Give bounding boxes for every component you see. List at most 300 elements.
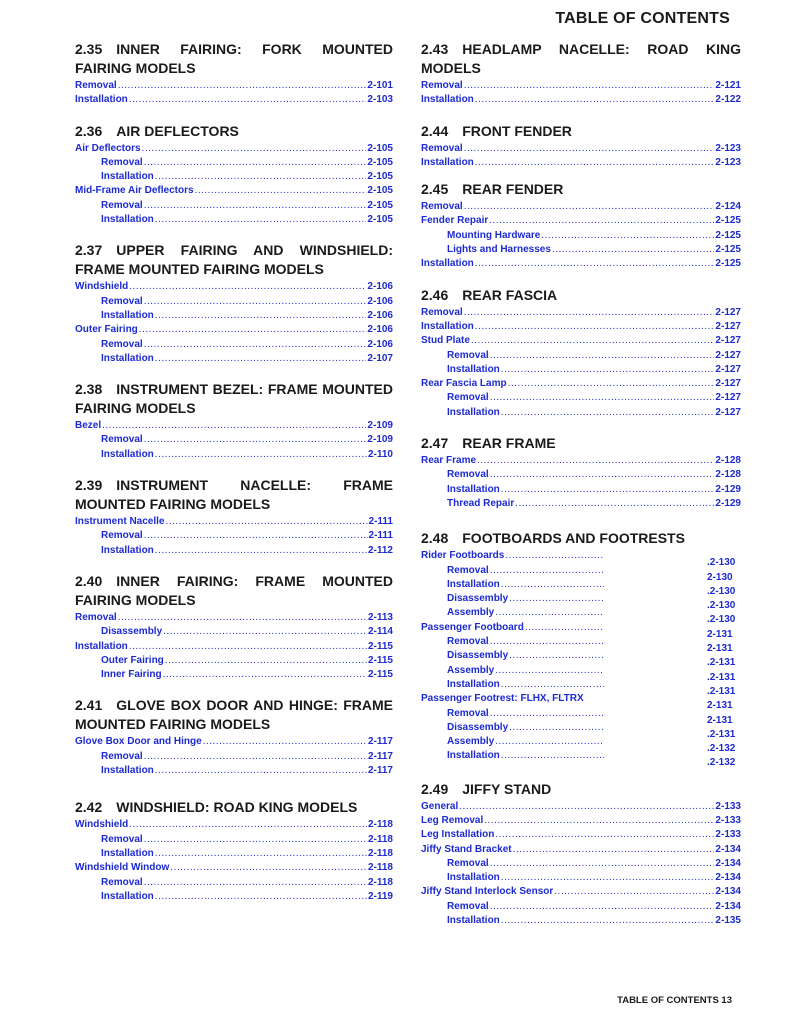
- toc-entry-label: Installation: [421, 94, 474, 106]
- toc-entry-page: 2-107: [367, 352, 393, 364]
- toc-entry-page: 2-121: [715, 80, 741, 91]
- dot-leader: [165, 515, 367, 526]
- dot-leader: [155, 544, 367, 555]
- toc-entry[interactable]: [75, 640, 393, 654]
- toc-entry-page: 2-125: [715, 215, 741, 227]
- toc-entry-label: Disassembly: [447, 721, 509, 733]
- toc-entry[interactable]: [75, 818, 393, 832]
- toc-entry-page: 2-103: [367, 94, 393, 106]
- toc-entry-page: 2-109: [367, 420, 393, 432]
- section-heading: 2.43 HEADLAMP NACELLE: ROAD KING MODELS: [421, 41, 741, 76]
- toc-entry[interactable]: [75, 199, 393, 213]
- toc-entry[interactable]: [421, 735, 604, 749]
- toc-entry[interactable]: [75, 861, 393, 875]
- toc-entry-label: Removal: [101, 530, 143, 542]
- toc-entry-page: 2-118: [367, 847, 393, 859]
- toc-entry[interactable]: [421, 721, 604, 735]
- toc-entry-label: Thread Repair: [447, 497, 515, 509]
- dot-leader: [490, 900, 715, 911]
- toc-entry[interactable]: [75, 668, 393, 682]
- toc-section-2-47: [421, 434, 741, 511]
- toc-entry[interactable]: [75, 750, 393, 764]
- toc-entry[interactable]: [421, 678, 604, 692]
- dot-leader: [477, 454, 714, 465]
- dot-leader: [509, 649, 604, 660]
- toc-entry-label: Removal: [421, 142, 463, 154]
- toc-entry-page: 2-127: [715, 406, 741, 418]
- toc-entry-label: Installation: [447, 483, 500, 495]
- dot-leader: [464, 79, 715, 90]
- toc-entry-label: Installation: [101, 309, 154, 321]
- toc-entry-page: 2-133: [715, 814, 741, 826]
- toc-entry-page: 2-123: [715, 142, 741, 154]
- dot-leader: [490, 564, 604, 575]
- toc-entry-page: 2-118: [367, 833, 393, 845]
- toc-entry-label: Installation: [75, 94, 128, 106]
- dot-leader: [129, 818, 367, 829]
- toc-section-2-41: [75, 696, 393, 778]
- dot-leader: [554, 885, 714, 896]
- toc-section-2-44: [421, 122, 741, 171]
- toc-entry-label: Installation: [447, 750, 500, 762]
- toc-entry[interactable]: [421, 363, 741, 377]
- toc-entry-page: 2-125: [715, 244, 741, 256]
- dot-leader: [515, 497, 714, 508]
- dot-leader: [501, 914, 715, 925]
- toc-entry-label: Disassembly: [447, 593, 509, 605]
- toc-entry[interactable]: [75, 625, 393, 639]
- toc-entry[interactable]: [421, 707, 604, 721]
- toc-section-2-38: [75, 380, 393, 462]
- toc-entry[interactable]: [75, 93, 393, 107]
- dot-leader: [144, 876, 367, 887]
- toc-section-2-39: [75, 476, 393, 558]
- toc-entry-page: 2-118: [367, 862, 393, 874]
- toc-entry[interactable]: [421, 306, 741, 320]
- toc-entry[interactable]: [421, 606, 604, 620]
- toc-entry-page: 2-133: [715, 829, 741, 841]
- toc-entry-label: Assembly: [447, 607, 495, 619]
- toc-entry-page: 2-127: [715, 335, 741, 347]
- toc-entry[interactable]: [421, 828, 741, 842]
- dot-leader: [163, 625, 367, 636]
- dot-leader: [525, 621, 604, 632]
- dot-leader: [508, 377, 715, 388]
- toc-entry-label: Installation: [447, 915, 500, 927]
- section-heading: 2.39 INSTRUMENT NACELLE: FRAME MOUNTED FAIRING MODELS: [75, 477, 393, 513]
- dot-leader: [475, 257, 715, 268]
- toc-entry-label: Passenger Footboard: [421, 621, 524, 633]
- section-heading: 2.46 REAR FASCIA: [421, 286, 558, 303]
- toc-entry-page: 2-125: [715, 229, 741, 241]
- dot-leader: [475, 156, 715, 167]
- toc-entry[interactable]: [75, 654, 393, 668]
- toc-entry[interactable]: [421, 377, 741, 391]
- toc-entry[interactable]: [421, 229, 741, 243]
- toc-entry-label: Installation: [101, 847, 154, 859]
- dot-leader: [155, 764, 367, 775]
- toc-entry[interactable]: [421, 592, 604, 606]
- toc-entry-label: Installation: [421, 156, 474, 168]
- toc-entry[interactable]: [421, 334, 741, 348]
- dot-leader: [509, 592, 604, 603]
- toc-entry[interactable]: [421, 578, 604, 592]
- toc-entry-page: .2-131: [707, 728, 736, 740]
- dot-leader: [155, 309, 367, 320]
- toc-section-2-48: [421, 529, 741, 769]
- toc-entry-page: 2-131: [707, 700, 733, 712]
- toc-entry-label: Outer Fairing: [101, 654, 164, 666]
- toc-entry[interactable]: [421, 649, 604, 663]
- toc-entry[interactable]: [75, 352, 393, 366]
- dot-leader: [505, 549, 604, 560]
- toc-entry-label: Removal: [75, 611, 117, 623]
- toc-entry[interactable]: [75, 142, 393, 156]
- toc-entry-label: Air Deflectors: [75, 142, 141, 154]
- toc-entry[interactable]: [421, 800, 741, 814]
- toc-entry-page: .2-131: [707, 671, 736, 683]
- toc-entry-label: Disassembly: [101, 626, 163, 638]
- section-heading: 2.37 UPPER FAIRING AND WINDSHIELD: FRAME MOUNTED FAIRING MODELS: [75, 242, 393, 278]
- toc-entry[interactable]: [421, 843, 741, 857]
- toc-entry[interactable]: [421, 483, 741, 497]
- page-title: TABLE OF CONTENTS: [555, 10, 730, 27]
- toc-entry[interactable]: [75, 295, 393, 309]
- toc-entry[interactable]: [75, 323, 393, 337]
- toc-entry[interactable]: [75, 735, 393, 749]
- toc-entry[interactable]: [75, 611, 393, 625]
- toc-entry[interactable]: [421, 814, 741, 828]
- section-heading: 2.42 WINDSHIELD: ROAD KING MODELS: [75, 799, 358, 816]
- dot-leader: [155, 448, 367, 459]
- toc-entry[interactable]: [421, 214, 741, 228]
- dot-leader: [484, 814, 714, 825]
- toc-entry-label: Installation: [101, 890, 154, 902]
- toc-entry[interactable]: [75, 890, 393, 904]
- toc-entry-label: Removal: [101, 876, 143, 888]
- toc-entry-page: 2-119: [367, 890, 393, 902]
- toc-entry-label: Removal: [447, 707, 489, 719]
- toc-entry[interactable]: [75, 79, 393, 93]
- toc-entry-page: 2-131: [707, 628, 733, 640]
- toc-entry[interactable]: [421, 564, 604, 578]
- toc-entry-page: 2-106: [367, 295, 393, 307]
- toc-entry-label: Removal: [101, 833, 143, 845]
- toc-entry-label: Removal: [447, 900, 489, 912]
- toc-entry[interactable]: [421, 200, 741, 214]
- dot-leader: [170, 861, 367, 872]
- toc-entry-label: Installation: [447, 406, 500, 418]
- toc-entry-page: 2-110: [367, 448, 393, 460]
- toc-entry-page: .2-132: [707, 743, 736, 755]
- dot-leader: [475, 320, 715, 331]
- toc-entry-label: Windshield: [75, 819, 129, 831]
- toc-entry-page: 2-114: [367, 626, 393, 638]
- toc-entry-page: .2-130: [707, 557, 736, 569]
- toc-entry[interactable]: [75, 156, 393, 170]
- toc-entry-label: Bezel: [75, 420, 102, 432]
- toc-entry-label: Removal: [447, 349, 489, 361]
- toc-section-2-46: [421, 286, 741, 420]
- toc-entry-page: 2-134: [715, 843, 741, 855]
- dot-leader: [489, 214, 714, 225]
- toc-entry-label: Assembly: [447, 736, 495, 748]
- toc-entry-label: Removal: [75, 80, 117, 91]
- dot-leader: [139, 323, 367, 334]
- toc-entry-label: Installation: [447, 678, 500, 690]
- toc-entry-page: .2-130: [707, 600, 736, 612]
- toc-entry-label: Removal: [421, 306, 463, 318]
- toc-entry[interactable]: [421, 871, 741, 885]
- toc-entry-label: Inner Fairing: [101, 669, 162, 681]
- dot-leader: [165, 654, 367, 665]
- section-heading: 2.38 INSTRUMENT BEZEL: FRAME MOUNTED FAIRING MODELS: [75, 381, 393, 417]
- toc-entry-page: 2-109: [367, 434, 393, 446]
- toc-entry-page: 2-118: [367, 819, 393, 831]
- toc-entry[interactable]: [421, 468, 741, 482]
- dot-leader: [118, 611, 367, 622]
- toc-entry-page: 2-105: [367, 185, 393, 197]
- toc-entry[interactable]: [75, 847, 393, 861]
- toc-entry[interactable]: [421, 885, 741, 899]
- dot-leader: [129, 93, 367, 104]
- toc-entry[interactable]: [75, 448, 393, 462]
- toc-entry-label: Stud Plate: [421, 335, 470, 347]
- toc-entry-page: 2-134: [715, 886, 741, 898]
- toc-entry-page: 2-122: [715, 94, 741, 106]
- toc-section-2-40: [75, 572, 393, 682]
- dot-leader: [144, 833, 367, 844]
- toc-entry[interactable]: [421, 391, 741, 405]
- toc-entry-page: 2-117: [367, 736, 393, 748]
- toc-section-2-43: [421, 40, 741, 108]
- toc-entry[interactable]: [421, 349, 741, 363]
- dot-leader: [552, 243, 715, 254]
- toc-entry-label: Removal: [447, 857, 489, 869]
- toc-entry-label: Removal: [101, 750, 143, 762]
- toc-entry-label: Rider Footboards: [421, 550, 505, 562]
- dot-leader: [495, 828, 714, 839]
- toc-entry[interactable]: [421, 93, 741, 107]
- toc-entry-label: Leg Removal: [421, 814, 484, 826]
- dot-leader: [495, 664, 604, 675]
- toc-entry-page: 2-127: [715, 392, 741, 404]
- toc-entry-label: Removal: [101, 156, 143, 168]
- toc-entry[interactable]: [421, 497, 741, 511]
- toc-section-2-45: [421, 180, 741, 271]
- toc-section-2-37: [75, 241, 393, 366]
- toc-entry-label: Installation: [101, 448, 154, 460]
- toc-section-2-42: [75, 798, 393, 904]
- toc-entry[interactable]: [75, 876, 393, 890]
- dot-leader: [118, 79, 367, 90]
- dot-leader: [155, 847, 367, 858]
- dot-leader: [541, 229, 714, 240]
- toc-entry[interactable]: [421, 900, 741, 914]
- toc-entry-page: 2-134: [715, 900, 741, 912]
- dot-leader: [144, 529, 368, 540]
- toc-entry[interactable]: [421, 406, 741, 420]
- toc-entry[interactable]: [75, 833, 393, 847]
- toc-entry-label: Assembly: [447, 664, 495, 676]
- toc-entry[interactable]: [421, 549, 604, 563]
- toc-entry[interactable]: [75, 184, 393, 198]
- toc-entry-label: Installation: [421, 320, 474, 332]
- toc-entry-label: Rear Fascia Lamp: [421, 378, 507, 390]
- dot-leader: [102, 419, 366, 430]
- toc-entry-label: Removal: [447, 564, 489, 576]
- toc-entry-page: 2-131: [707, 643, 733, 655]
- dot-leader: [501, 406, 715, 417]
- toc-entry-label: Outer Fairing: [75, 324, 138, 336]
- toc-entry[interactable]: [75, 764, 393, 778]
- dot-leader: [144, 295, 367, 306]
- toc-entry-page: 2-125: [715, 258, 741, 270]
- toc-entry-label: Installation: [101, 214, 154, 226]
- toc-entry[interactable]: [75, 419, 393, 433]
- toc-entry[interactable]: [421, 243, 741, 257]
- toc-entry-label: Installation: [447, 578, 500, 590]
- toc-entry[interactable]: [421, 692, 604, 706]
- toc-entry-page: 2-129: [715, 483, 741, 495]
- toc-entry-page: 2-111: [368, 530, 393, 542]
- toc-entry-label: General: [421, 800, 459, 812]
- toc-entry-label: Installation: [447, 872, 500, 884]
- toc-entry-label: Removal: [421, 80, 463, 91]
- toc-entry-label: Windshield Window: [75, 862, 170, 874]
- toc-entry-label: Leg Installation: [421, 829, 495, 841]
- toc-entry-label: Removal: [101, 199, 143, 211]
- toc-left-column: [75, 40, 393, 918]
- toc-entry-label: Removal: [447, 392, 489, 404]
- toc-entry-label: Installation: [101, 352, 154, 364]
- toc-entry-page: .2-131: [707, 685, 736, 697]
- dot-leader: [490, 391, 715, 402]
- toc-entry[interactable]: [75, 515, 393, 529]
- toc-entry-page: 2-111: [368, 516, 393, 528]
- toc-entry-label: Instrument Nacelle: [75, 516, 165, 528]
- toc-entry-label: Installation: [75, 640, 128, 652]
- dot-leader: [513, 843, 715, 854]
- section-heading: 2.36 AIR DEFLECTORS: [75, 122, 239, 139]
- dot-leader: [464, 142, 715, 153]
- toc-entry-label: Removal: [447, 469, 489, 481]
- dot-leader: [129, 640, 367, 651]
- dot-leader: [144, 199, 367, 210]
- toc-right-column: [421, 40, 741, 942]
- toc-entry[interactable]: [75, 213, 393, 227]
- toc-entry-label: Removal: [101, 338, 143, 350]
- toc-entry-page: 2-127: [715, 320, 741, 332]
- toc-entry[interactable]: [421, 257, 741, 271]
- section-heading: 2.45 REAR FENDER: [421, 181, 564, 198]
- dot-leader: [144, 156, 367, 167]
- toc-entry[interactable]: [421, 664, 604, 678]
- dot-leader: [144, 338, 367, 349]
- toc-entry-label: Installation: [101, 544, 154, 556]
- toc-entry[interactable]: [75, 544, 393, 558]
- dot-leader: [464, 200, 715, 211]
- toc-entry-page: .2-130: [707, 585, 736, 597]
- section-heading: 2.41 GLOVE BOX DOOR AND HINGE: FRAME MOUNTED FAIRING MODELS: [75, 697, 393, 733]
- dot-leader: [490, 857, 715, 868]
- dot-leader: [475, 93, 715, 104]
- section-heading: 2.35 INNER FAIRING: FORK MOUNTED FAIRING MODELS: [75, 41, 393, 76]
- toc-entry-page: 2-115: [367, 669, 393, 681]
- toc-entry-page: 2-115: [367, 654, 393, 666]
- toc-entry[interactable]: [75, 529, 393, 543]
- dot-leader: [464, 306, 715, 317]
- toc-entry-page: .2-131: [707, 657, 736, 669]
- toc-entry-page: 2-129: [715, 497, 741, 509]
- toc-entry[interactable]: [421, 320, 741, 334]
- toc-entry[interactable]: [421, 142, 741, 156]
- toc-entry[interactable]: [421, 156, 741, 170]
- toc-entry-page: 2-118: [367, 876, 393, 888]
- page-footer: TABLE OF CONTENTS 13: [617, 995, 732, 1006]
- toc-entry[interactable]: [75, 170, 393, 184]
- toc-entry-page: 2-124: [715, 201, 741, 213]
- toc-entry-label: Rear Frame: [421, 455, 477, 467]
- toc-entry[interactable]: [75, 433, 393, 447]
- toc-entry-page: 2-127: [715, 349, 741, 361]
- toc-entry-label: Fender Repair: [421, 215, 489, 227]
- dot-leader: [459, 800, 714, 811]
- toc-entry-page: 2-106: [367, 324, 393, 336]
- dot-leader: [155, 352, 367, 363]
- toc-entry-label: Installation: [447, 363, 500, 375]
- toc-entry[interactable]: [421, 914, 741, 928]
- toc-entry[interactable]: [421, 79, 741, 93]
- toc-entry-page: 2-127: [715, 363, 741, 375]
- dot-leader: [490, 349, 715, 360]
- toc-entry[interactable]: [421, 454, 741, 468]
- dot-leader: [155, 170, 367, 181]
- toc-entry[interactable]: [75, 338, 393, 352]
- toc-entry-page: 2-115: [367, 640, 393, 652]
- dot-leader: [501, 363, 715, 374]
- toc-entry-page: 2-131: [707, 714, 733, 726]
- toc-entry-page: 2-105: [367, 214, 393, 226]
- toc-entry-label: Windshield: [75, 281, 129, 293]
- toc-entry-label: Mounting Hardware: [447, 229, 541, 241]
- dot-leader: [490, 468, 715, 479]
- toc-entry-page: 2-112: [367, 544, 393, 556]
- section-heading: 2.47 REAR FRAME: [421, 435, 556, 452]
- dot-leader: [490, 707, 604, 718]
- toc-entry-page: .2-132: [707, 757, 736, 769]
- dot-leader: [129, 280, 366, 291]
- section-heading: 2.44 FRONT FENDER: [421, 122, 572, 139]
- toc-entry-page: 2-106: [367, 309, 393, 321]
- toc-entry-page: 2-101: [367, 80, 393, 91]
- toc-section-2-35: [75, 40, 393, 108]
- toc-entry-page: 2-123: [715, 156, 741, 168]
- dot-leader: [144, 750, 367, 761]
- toc-entry[interactable]: [421, 621, 604, 635]
- dot-leader: [203, 735, 367, 746]
- toc-entry-page: 2-128: [715, 455, 741, 467]
- toc-entry-page: 2-105: [367, 142, 393, 154]
- toc-entry[interactable]: [421, 635, 604, 649]
- dot-leader: [501, 749, 604, 760]
- toc-entry[interactable]: [75, 280, 393, 294]
- toc-entry[interactable]: [421, 857, 741, 871]
- toc-entry[interactable]: [75, 309, 393, 323]
- toc-entry[interactable]: [421, 749, 604, 763]
- toc-entry-page: 2-134: [715, 857, 741, 869]
- toc-entry-page: 2-130: [707, 571, 733, 583]
